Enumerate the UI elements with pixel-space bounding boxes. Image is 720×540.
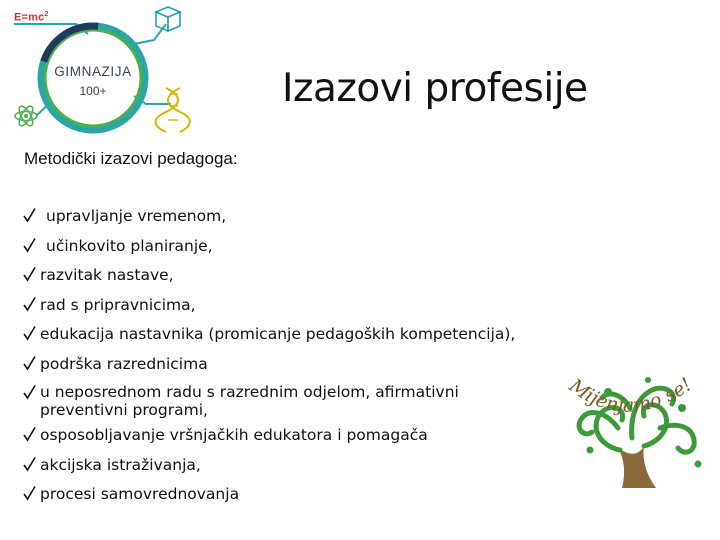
check-icon: [23, 237, 36, 253]
list-item-text: upravljanje vremenom,: [46, 207, 227, 225]
list-item: [23, 205, 613, 227]
cube-icon: [156, 7, 180, 31]
slogan-wordmark: [560, 368, 710, 438]
list-item-text: akcijska istraživanja,: [40, 455, 201, 474]
slogan-text: Mijenjamo se!: [565, 373, 696, 417]
logo-number: 100+: [79, 84, 107, 98]
list-item: [23, 235, 613, 257]
check-icon: [23, 355, 36, 371]
list-item: [23, 424, 613, 446]
list-item-text: procesi samovrednovanja: [40, 485, 240, 503]
check-icon: [23, 266, 36, 282]
section-heading: Metodički izazovi pedagoga:: [24, 149, 238, 168]
challenge-list: [23, 205, 613, 513]
check-icon: [23, 456, 36, 472]
tree-logo: [560, 368, 720, 540]
list-item-text-continued: preventivni programi,: [40, 401, 208, 419]
list-item-text: rad s pripravnicima,: [40, 295, 196, 314]
list-item: [23, 454, 613, 476]
list-item-text: edukacija nastavnika (promicanje pedagoških kompetencija),: [40, 325, 516, 343]
check-icon: [23, 325, 36, 341]
list-item-text: osposobljavanje vršnjačkih edukatora i pomagača: [40, 426, 428, 444]
list-item: [23, 264, 613, 286]
atom-icon: [15, 104, 37, 128]
check-icon: [23, 296, 36, 312]
check-icon: [23, 426, 36, 442]
list-item-text: u neposrednom radu s razrednim odjelom, afirmativni: [40, 383, 459, 401]
list-item: [23, 483, 613, 505]
list-item: [23, 294, 613, 316]
svg-text:Mijenjamo se!: [564, 374, 696, 417]
list-item-text: razvitak nastave,: [40, 266, 174, 284]
list-item: [23, 382, 613, 419]
logo-formula: $E=mc^2$: [14, 11, 49, 24]
list-item: [23, 323, 613, 345]
page-title: Izazovi profesije: [282, 66, 588, 111]
check-icon: [23, 384, 36, 400]
list-item-text: podrška razrednicima: [40, 354, 208, 373]
school-logo: [6, 4, 196, 136]
dna-icon: [156, 88, 190, 132]
list-item-text: učinkovito planiranje,: [46, 236, 213, 255]
list-item: [23, 353, 613, 375]
check-icon: [23, 207, 36, 223]
check-icon: [23, 485, 36, 501]
logo-name: GIMNAZIJA: [54, 64, 132, 79]
